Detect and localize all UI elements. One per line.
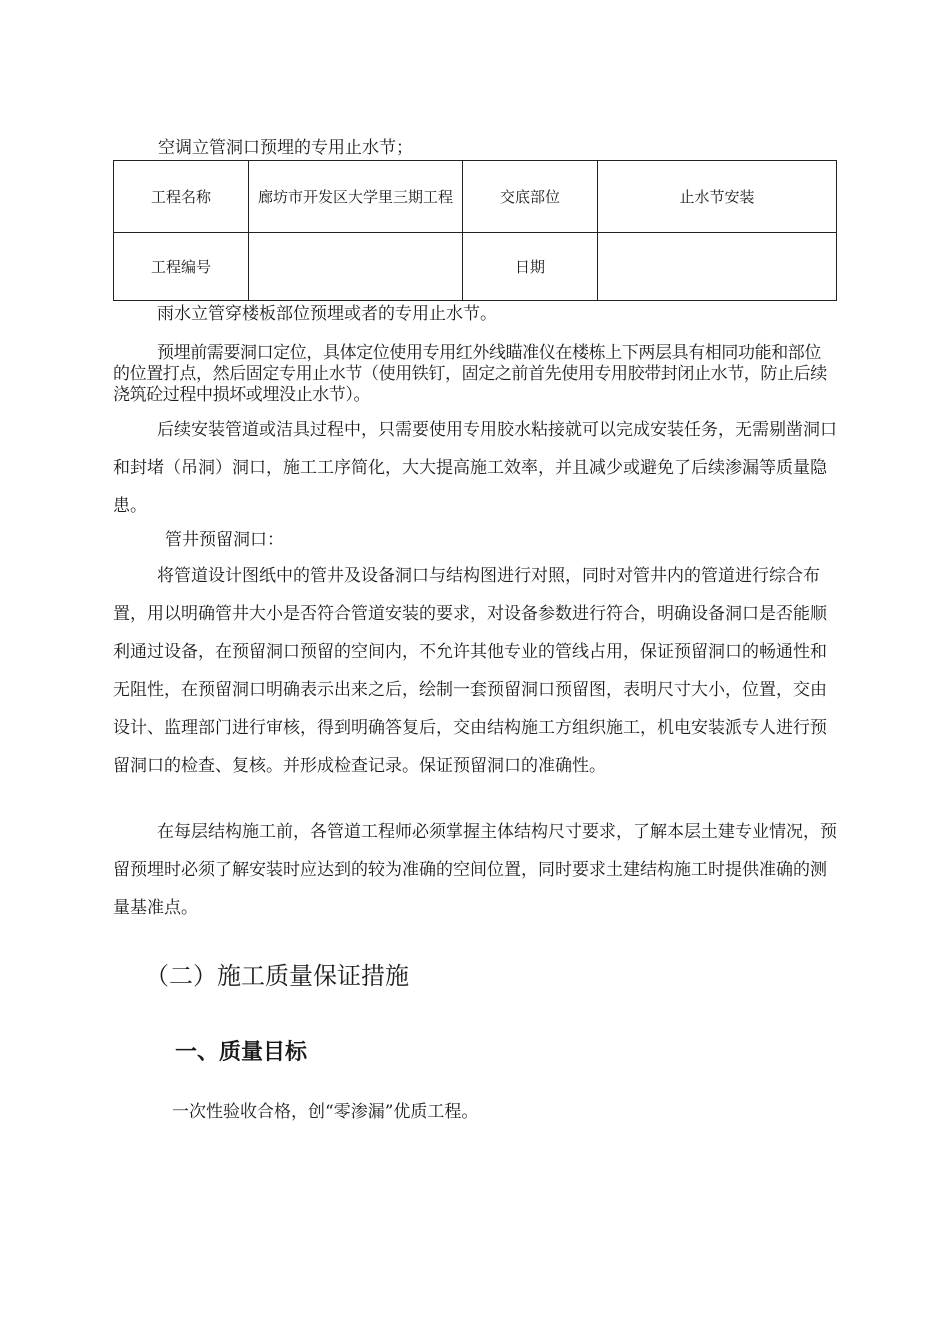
- sub-heading: 一、质量目标: [175, 1040, 308, 1065]
- table-cell-label: 日期: [463, 233, 598, 301]
- paragraph-prebury: 预埋前需要洞口定位，具体定位使用专用红外线瞄准仪在楼栋上下两层具有相同功能和部位的位置打点，然后固定专用止水节（使用铁钉，固定之前首先使用专用胶带封闭止水节，防止后续浇筑砼过程中损坏或埋没止水节）。: [113, 343, 827, 405]
- quality-goal-text: 一次性验收合格，创“零渗漏”优质工程。: [172, 1102, 479, 1122]
- table-cell-value: 止水节安装: [598, 161, 837, 233]
- paragraph-shaft-title: 管井预留洞口：: [165, 530, 284, 550]
- paragraph-each-floor: 在每层结构施工前，各管道工程师必须掌握主体结构尺寸要求，了解本层土建专业情况，预留预埋时必须了解安装时应达到的较为准确的空间位置，同时要求土建结构施工时提供准确的测量基准点。: [113, 822, 837, 918]
- paragraph-shaft: 将管道设计图纸中的管井及设备洞口与结构图进行对照，同时对管井内的管道进行综合布置，用以明确管井大小是否符合管道安装的要求，对设备参数进行符合，明确设备洞口是否能顺利通过设备，在预留洞口预留的空间内，不允许其他专业的管线占用，保证预留洞口的畅通性和无阻性，在预留洞口明确表示出来之后，绘制一套预留洞口预留图，表明尺寸大小，位置，交由设计、监理部门进行审核，得到明确答复后，交由结构施工方组织施工，机电安装派专人进行预留洞口的检查、复核。并形成检查记录。保证预留洞口的准确性。: [113, 566, 827, 776]
- table-cell-label: 工程名称: [114, 161, 249, 233]
- section-heading: （二）施工质量保证措施: [145, 962, 409, 990]
- paragraph-install: 后续安装管道或洁具过程中，只需要使用专用胶水粘接就可以完成安装任务，无需剔凿洞口和封堵（吊洞）洞口，施工工序简化，大大提高施工效率，并且减少或避免了后续渗漏等质量隐患。: [113, 420, 837, 516]
- project-info-table: [113, 160, 837, 301]
- table-cell-label: 工程编号: [114, 233, 249, 301]
- paragraph-rain-pipe: 雨水立管穿楼板部位预埋或者的专用止水节。: [157, 304, 497, 324]
- table-cell-value: [598, 233, 837, 301]
- table-row: [114, 233, 837, 301]
- table-cell-value: 廊坊市开发区大学里三期工程: [249, 161, 463, 233]
- intro-text: 空调立管洞口预埋的专用止水节；: [158, 138, 413, 158]
- table-cell-label: 交底部位: [463, 161, 598, 233]
- table-row: [114, 161, 837, 233]
- table-cell-value: [249, 233, 463, 301]
